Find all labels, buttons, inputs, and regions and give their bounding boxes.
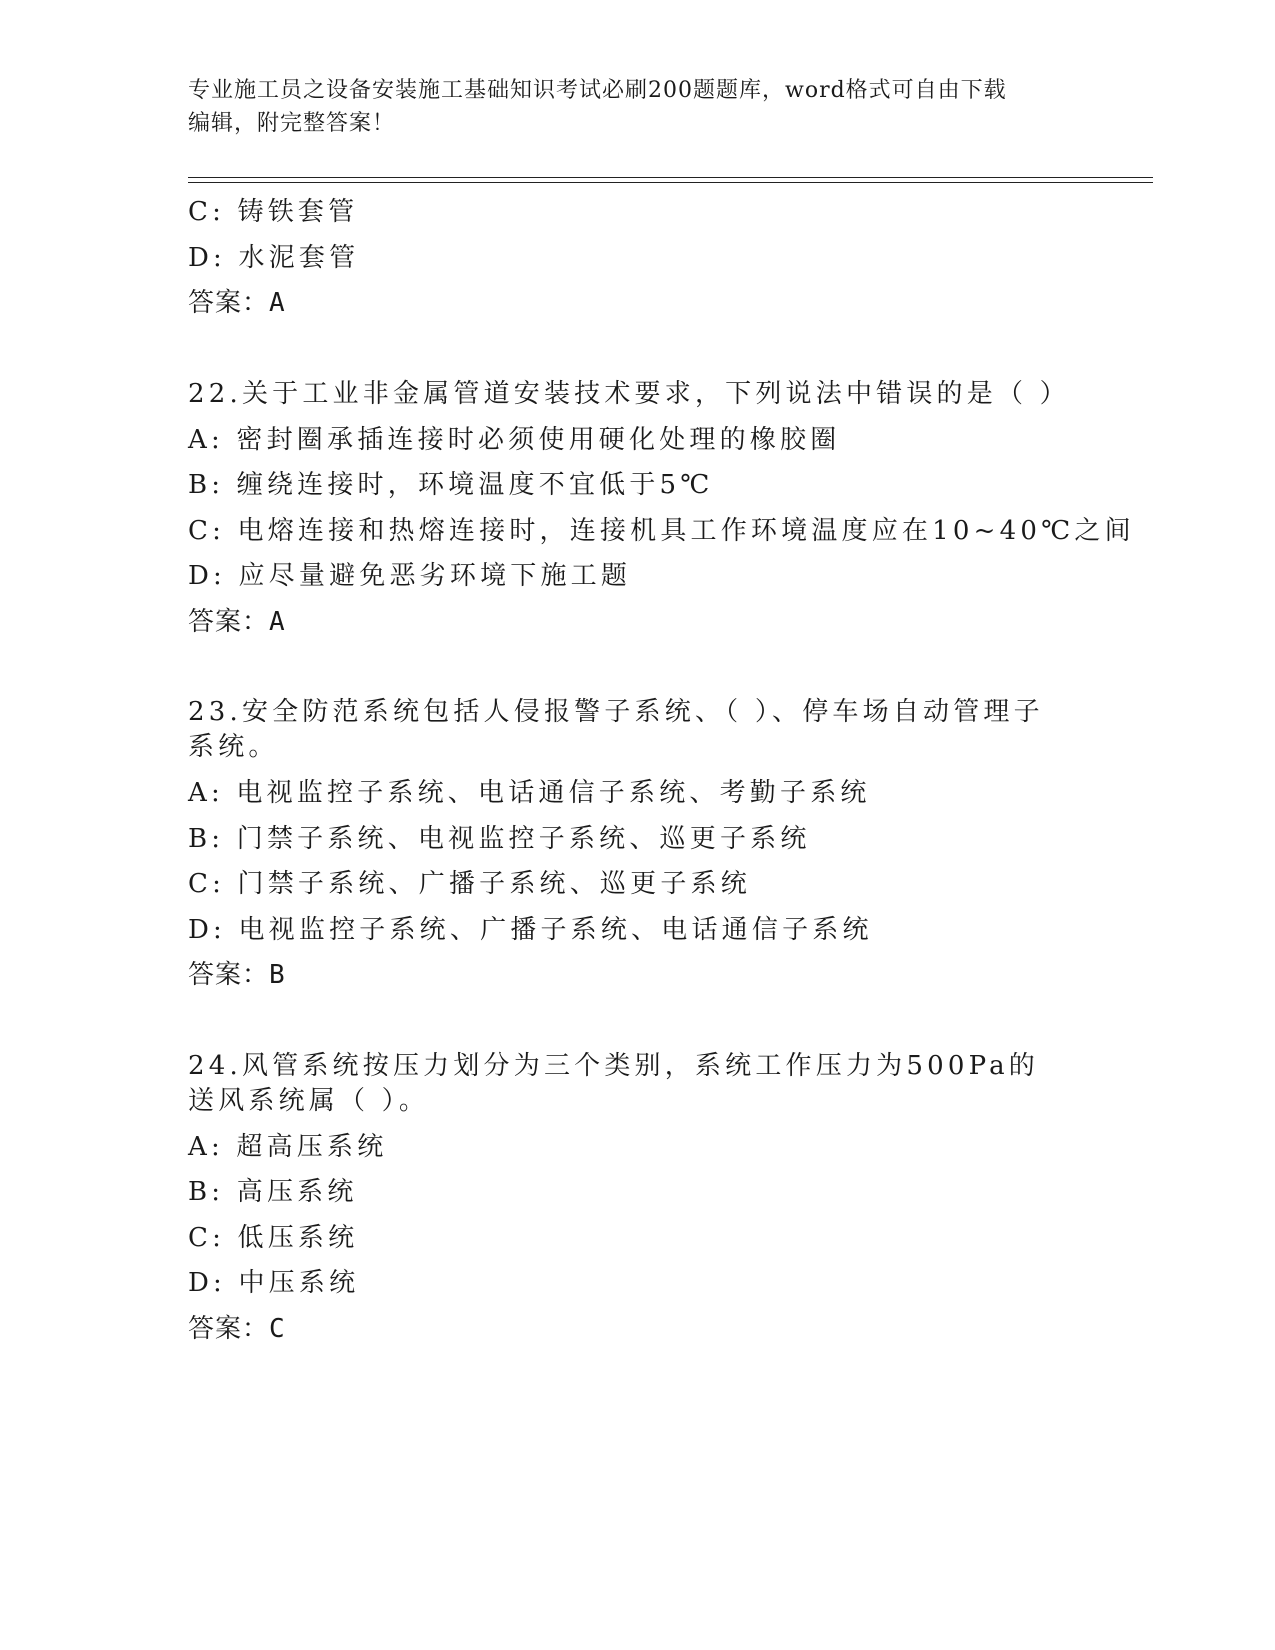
option-text: 门禁子系统、电视监控子系统、巡更子系统 — [236, 823, 811, 854]
answer-line — [188, 281, 1088, 327]
question-23 — [188, 695, 1088, 999]
header-title-line-2: 编辑，附完整答案！ — [188, 111, 396, 136]
answer-label: 答案： — [188, 960, 270, 990]
option-text: 应尽量避免恶劣环境下施工题 — [238, 561, 632, 591]
option-text: 密封圈承插连接时必须使用硬化处理的橡胶圈 — [236, 424, 841, 455]
option-label: B: — [188, 1177, 225, 1207]
option-text: 超高压系统 — [236, 1131, 388, 1162]
question-title: 23.安全防范系统包括人侵报警子系统、（ ）、停车场自动管理子系统。 — [188, 697, 1044, 762]
option-c — [188, 1216, 1088, 1262]
option-text: 铸铁套管 — [237, 197, 359, 227]
option-text: 门禁子系统、广播子系统、巡更子系统 — [237, 869, 751, 899]
answer-value: A — [269, 288, 286, 318]
option-a — [188, 771, 1088, 817]
option-c — [188, 509, 1135, 555]
answer-value: C — [269, 1313, 286, 1344]
option-text: 电熔连接和热熔连接时，连接机具工作环境温度应在10~40℃之间 — [237, 515, 1135, 546]
option-label: D: — [188, 1268, 227, 1298]
option-b — [188, 1170, 1088, 1216]
option-label: C: — [188, 515, 226, 546]
option-label: A: — [188, 778, 224, 808]
question-22 — [188, 377, 1135, 646]
option-text: 缠绕连接时，环境温度不宜低于5℃ — [236, 470, 714, 500]
option-label: C: — [188, 869, 226, 899]
question-24 — [188, 1049, 1088, 1353]
option-text: 水泥套管 — [238, 242, 360, 273]
option-label: A: — [188, 1131, 224, 1162]
answer-line — [188, 1307, 1088, 1353]
option-label: A: — [188, 424, 224, 455]
option-c — [188, 862, 1088, 908]
header-divider-top — [188, 177, 1153, 178]
option-label: B: — [188, 470, 225, 500]
option-b — [188, 817, 1088, 863]
document-body — [188, 190, 1135, 1352]
header-divider-bottom — [188, 182, 1153, 183]
answer-line — [188, 953, 1088, 999]
option-a — [188, 418, 1088, 464]
option-label: B: — [188, 823, 225, 854]
option-label: C: — [188, 1222, 226, 1253]
option-text: 高压系统 — [236, 1177, 358, 1207]
question-title: 22.关于工业非金属管道安装技术要求，下列说法中错误的是（ ） — [188, 378, 1070, 409]
option-label: C: — [188, 197, 226, 227]
option-text: 低压系统 — [237, 1222, 359, 1253]
option-label: D: — [188, 242, 227, 273]
answer-label: 答案： — [188, 606, 270, 637]
option-a — [188, 1125, 1088, 1171]
option-text: 电视监控子系统、广播子系统、电话通信子系统 — [238, 914, 873, 945]
answer-label: 答案： — [188, 1313, 270, 1344]
option-label: D: — [188, 561, 227, 591]
option-b — [188, 463, 1088, 509]
option-text: 电视监控子系统、电话通信子系统、考勤子系统 — [236, 778, 871, 808]
option-d — [188, 908, 1088, 954]
answer-value: A — [269, 606, 286, 637]
option-d — [188, 236, 1088, 282]
question-21-continued — [188, 190, 1088, 327]
option-d — [188, 1261, 1088, 1307]
answer-label: 答案： — [188, 288, 270, 318]
answer-value: B — [269, 960, 286, 990]
option-label: D: — [188, 914, 227, 945]
question-title: 24.风管系统按压力划分为三个类别，系统工作压力为500Pa的送风系统属（ ）。 — [188, 1050, 1040, 1116]
option-c — [188, 190, 1088, 236]
document-header — [188, 74, 1068, 140]
option-text: 中压系统 — [238, 1268, 360, 1298]
option-d — [188, 554, 1088, 600]
header-title-line-1: 专业施工员之设备安装施工基础知识考试必刷200题题库，word格式可自由下载 — [188, 78, 1007, 103]
answer-line — [188, 600, 1088, 646]
